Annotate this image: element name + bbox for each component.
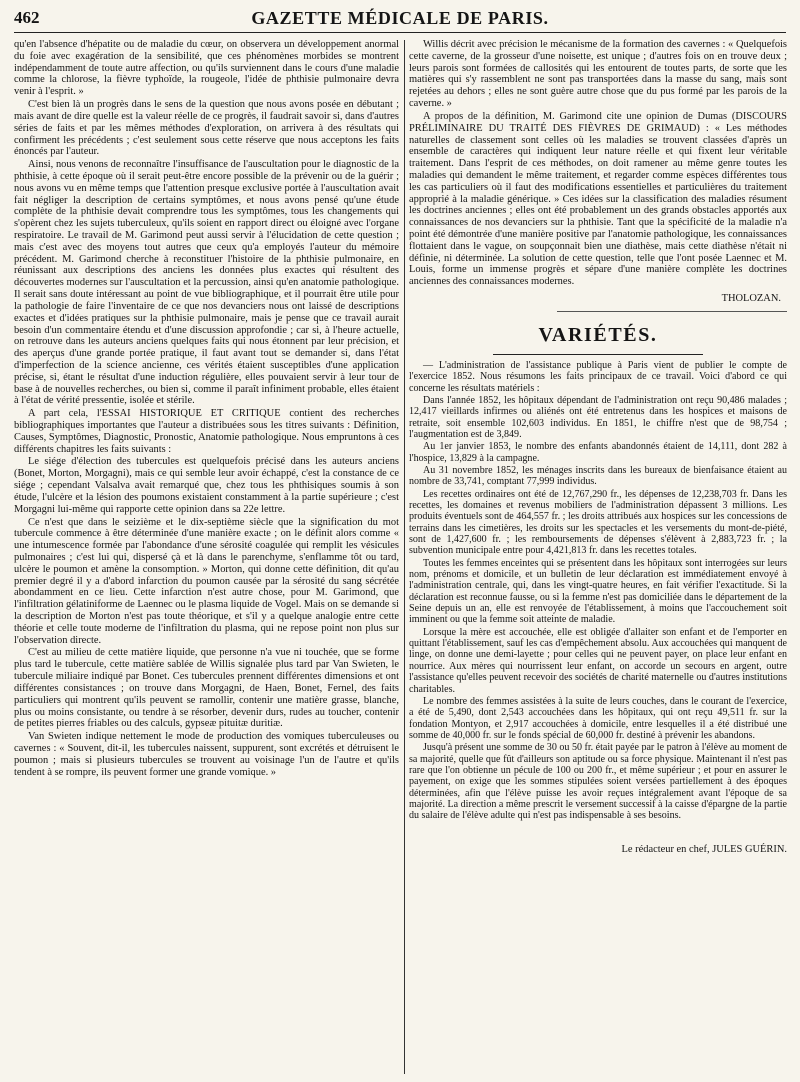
article-paragraph: Willis décrit avec précision le mécanisme de la formation des cavernes : « Quelquefois cette caverne, de la grosseur d'une noisette, est unique ; d'autres fois on en trouve deux ; leurs parois sont formées de callosités qui les entourent de toutes parts, de sorte que les matières qui s'y rassemblent ne sont pas transportées dans la masse du sang, mais sont rejetées au dehors ; elles ne sont guère autre chose que du pus formé par les parois de la caverne. » [409, 39, 787, 110]
right-column [409, 39, 787, 1074]
article-paragraph: Van Swieten indique nettement le mode de production des vomiques tuberculeuses ou cavernes : « Souvent, dit-il, les tubercules naissent, suppurent, sont excrétés et détruisent le poumon ; mais si plusieurs tubercules se trouvent au voisinage l'un de l'autre et qu'ils tendent à se rompre, ils peuvent former une grande vomique. » [14, 731, 399, 778]
article-paragraph: C'est bien là un progrès dans le sens de la question que nous avons posée en débutant ; mais avant de dire quelle est la valeur réelle de ce progrès, il faudrait savoir si, dans d'autres séries de faits et par les mêmes méthodes d'exploration, on arrivera à des résultats qui confirment les précédents ; c'est seulement sous cette réserve que nous acceptons les faits énoncés par l'auteur. [14, 99, 399, 158]
varietes-paragraph: Jusqu'à présent une somme de 30 ou 50 fr. était payée par le patron à l'élève au moment de sa majorité, quelle que fût d'ailleurs son aptitude ou sa force physique. Maintenant il n'est pas rare que l'on obtienne un pécule de 100 ou 200 fr., et même supérieur ; et pour en assurer le payement, on exige que les sommes stipulées soient versées partiellement à des époques déterminées, afin que l'élève puisse les avoir reçues intégralement avant l'époque de sa majorité. La direction a même prescrit le versement successif à la caisse d'épargne de la partie du salaire de l'élève adulte qui n'est pas indispensable à ses besoins. [409, 742, 787, 822]
author-signature: THOLOZAN. [721, 293, 781, 305]
varietes-paragraph: Dans l'année 1852, les hôpitaux dépendant de l'administration ont reçu 90,486 malades ; 12,417 vieillards infirmes ou aliénés ont été entretenus dans les hospices et maisons de retraite, soit ensemble 102,603 individus. En 1851, le chiffre n'est que de 98,754 ; l'augmentation est de 3,849. [409, 394, 787, 440]
varietes-paragraph: Lorsque la mère est accouchée, elle est obligée d'allaiter son enfant et de l'emporter en quittant l'établissement, sauf les cas d'empêchement absolu. Aux accouchées qui manquent de linge, on donne une demi-layette ; pour celles qui ne peuvent payer, on place leur enfant en nourrice. Aux mères qui nourrissent leur enfant, on accorde un secours en argent, outre l'assistance qu'elles peuvent recevoir des sociétés de charité maternelle ou d'autres institutions charitables. [409, 626, 787, 695]
page-header [14, 8, 786, 33]
article-paragraph: C'est au milieu de cette matière liquide, que personne n'a vue ni touchée, que se forme plus tard le tubercule, cette matière sablée de Willis signalée plus tard par Van Swieten, le tubercule miliaire indiqué par Bonet. Ces tubercules prennent différentes dimensions et ont différentes consistances ; on trouve dans Morgagni, de Haen, Bonet, Fernel, des faits particuliers qui montrent qu'ils peuvent se ramollir, contenir une matière grasse, blanche, plus ou moins consistante, ou tendre à se résorber, devenir durs, rudes au toucher, contenir de petites pierres friables ou des calculs, gypseæ pituitæ duritiæ. [14, 647, 399, 730]
editor-credit [409, 844, 787, 856]
article-paragraph: A part cela, l'ESSAI HISTORIQUE ET CRITIQUE contient des recherches bibliographiques importantes que l'auteur a distribuées sous les titres suivants : Définition, Causes, Symptômes, Diagnostic, Pronostic, Anatomie pathologique. Nous empruntons à ces différents chapitres les faits suivants : [14, 408, 399, 455]
varietes-paragraph: Au 31 novembre 1852, les ménages inscrits dans les bureaux de bienfaisance étaient au nombre de 33,741, comptant 77,999 individus. [409, 464, 787, 488]
page-number: 462 [14, 8, 40, 27]
varietes-paragraph: Toutes les femmes enceintes qui se présentent dans les hôpitaux sont interrogées sur leurs nom, prénoms et domicile, et un bulletin de leur déclaration est immédiatement envoyé à l'administration centrale, qui, dans les vingt-quatre heures, en fait vérifier l'exactitude. Si la déclaration est reconnue fausse, ou si la femme n'est pas domiciliée dans le département de la Seine depuis un an, elle est renvoyée de l'établissement, à moins que l'accouchement soit imminent ou que la femme soit atteinte de maladie. [409, 557, 787, 626]
article-paragraph: Le siége d'élection des tubercules est quelquefois précisé dans les auteurs anciens (Bonet, Morton, Morgagni), mais ce qui semble leur avoir échappé, c'est la constance de ce siége ; cependant Valsalva avait remarqué que, chez tous les phthisiques soumis à son étude, l'ulcère et la lésion des poumons existaient constamment à la partie supérieure ; c'est Morgagni lui-même qui rapporte cette opinion dans sa 22e lettre. [14, 456, 399, 515]
varietes-paragraph: Au 1er janvier 1853, le nombre des enfants abandonnés étaient de 14,111, dont 282 à l'hospice, 13,829 à la campagne. [409, 441, 787, 464]
article-paragraph: Ce n'est que dans le seizième et le dix-septième siècle que la signification du mot tubercule commence à être déterminée d'une manière exacte ; on le définit alors comme « une intumescence formée par l'abondance d'une sérosité coagulée qui remplit les vésicules pulmonaires ; c'est lui qui, dispersé çà et là dans le parenchyme, s'enflamme tôt ou tard, ulcère le poumon et amène la consomption. » Morton, qui donne cette définition, dit qu'au premier degré il y a d'abord infarction du poumon causée par la sérosité du sang sécrétée abondamment en ce lieu. Cette infarction n'est autre chose, pour M. Garimond, que l'infiltration gélatiniforme de Laennec ou le plasma liquide de Vogel. Mais on se demande si la description de Morton n'est pas toute théorique, et s'il y a quelque analogie entre cette théorie et celle toute moderne de l'infiltration du plasma, qui ne repose point non plus sur l'observation directe. [14, 516, 399, 646]
varietes-section [409, 360, 787, 822]
editor-name: JULES GUÉRIN. [712, 843, 787, 855]
varietes-paragraph: Le nombre des femmes assistées à la suite de leurs couches, dans le courant de l'exercice, a été de 5,490, dont 2,543 accouchées dans les hôpitaux, qui ont reçu 49,511 fr. sur la fondation Montyon, et 2,917 accouchées à domicile, entre lesquelles il a été distribué une somme de 40,000 fr. sur le fonds spécial de 60,000 fr. destiné à prévenir les abandons. [409, 695, 787, 741]
left-column [14, 39, 399, 1074]
column-divider [404, 40, 405, 1074]
section-title-varietes: VARIÉTÉS. [538, 323, 658, 346]
editor-label: Le rédacteur en chef, [621, 843, 710, 855]
section-rule [493, 354, 703, 355]
journal-title: GAZETTE MÉDICALE DE PARIS. [251, 8, 549, 28]
signature-rule [557, 311, 787, 312]
article-paragraph: qu'en l'absence d'hépatite ou de maladie du cœur, on observera un développement anormal du foie avec exagération de la sensibilité, que ces phénomènes morbides se montrent indépendamment de toute autre affection, ou qu'ils surviennent dans le cours d'une maladie comme la chlorose, la fièvre typhoïde, la rougeole, l'idée de phthisie pulmonaire devra venir à l'esprit. » [14, 39, 399, 98]
varietes-paragraph: — L'administration de l'assistance publique à Paris vient de publier le compte de l'exercice 1852. Nous résumons les faits principaux de ce travail. Voici d'abord ce qui concerne les résultats matériels : [409, 359, 787, 394]
varietes-paragraph: Les recettes ordinaires ont été de 12,767,290 fr., les dépenses de 12,238,703 fr. Dans les recettes, les domaines et revenus mobiliers de l'administration dépassent 3 millions. Les produits éventuels sont de 464,557 fr. ; les droits attribués aux hospices sur les concessions de terrains dans les cimetières, les droits sur les spectacles et les versements du mont-de-piété, sont de 1,427,600 fr. ; les remboursements de dépenses s'élèvent à 2,883,723 fr. ; la subvention municipale entre pour 4,421,813 fr. dans les recettes totales. [409, 488, 787, 557]
article-paragraph: A propos de la définition, M. Garimond cite une opinion de Dumas (DISCOURS PRÉLIMINAIRE DU TRAITÉ DES FIÈVRES DE GRIMAUD) : « Les méthodes naturelles de classement sont celles où les maladies se trouvent classées d'après un ensemble de caractères qui indiquent leur nature réelle et qui fixent leur véritable traitement. Dans l'esprit de ces méthodes, on doit ramener au même genre toutes les maladies qui demandent le même traitement, et regarder comme espèces différentes tous les cas particuliers où il faut des modifications essentielles et particulières du traitement approprié à la maladie générique. » Ces idées sur la classification des maladies résument les doctrines anciennes ; elles ont été probablement un des grands obstacles apportés aux connaissances de nos devanciers sur la phthisie. Tant que la spécificité de la maladie n'a point été démontrée d'une manière positive par l'anatomie pathologique, les connaissances flottaient dans le vague, on soupçonnait bien une diathèse, mais cette diathèse n'était ni définie, ni déterminée. La solution de cette question, telle que l'ont posée Laennec et M. Louis, forme un immense progrès et sépare d'une manière complète les doctrines anciennes des connaissances modernes. [409, 110, 787, 288]
article-paragraph: Ainsi, nous venons de reconnaître l'insuffisance de l'auscultation pour le diagnostic de la phthisie, à cette époque où il serait peut-être encore possible de la prévenir ou de la guérir ; nous avons vu en même temps que l'attention presque exclusive portée à l'auscultation avait fait négliger la description de certains symptômes, et nous avons pensé qu'une étude complète de la phthisie devait comprendre tous les symptômes, tous les changements qui s'opèrent chez les sujets tuberculeux, qu'ils soient en rapport direct ou éloigné avec l'organe respiratoire. Le travail de M. Garimond peut aussi servir à l'élucidation de cette question ; mais c'est avec des moyens tout autres que ceux qu'a employés l'auteur du mémoire précédent. M. Garimond cherche à reconstituer l'histoire de la phthisie pulmonaire, en réunissant aux descriptions des anciens les données plus exactes qui résultent des découvertes modernes sur l'auscultation et la percussion, ainsi qu'en anatomie pathologique. Il serait sans doute intéressant au point de vue bibliographique, et il pourrait être utile pour la pathologie de faire l'inventaire de ce que nos devanciers nous ont laissé de descriptions exactes et d'idées pratiques sur la phthisie pulmonaire, mais je pense que ce travail aurait besoin d'un commentaire étendu et d'une discussion approfondie ; car si, à l'heure actuelle, on retrouve dans les auteurs anciens quelques faits qui nous étonnent par leur précision, et des aperçus d'une grande portée pratique, il faut avant tout se demander si, dans l'état d'imperfection de la science ancienne, ces vérités étaient susceptibles d'une application précise, si, étant le résultat d'une induction régulière, elles pouvaient servir à leur tour de base à de nouvelles recherches, ou bien si, comme il paraît infiniment probable, elles étaient à l'état de vérité pressentie, isolée et stérile. [14, 159, 399, 407]
